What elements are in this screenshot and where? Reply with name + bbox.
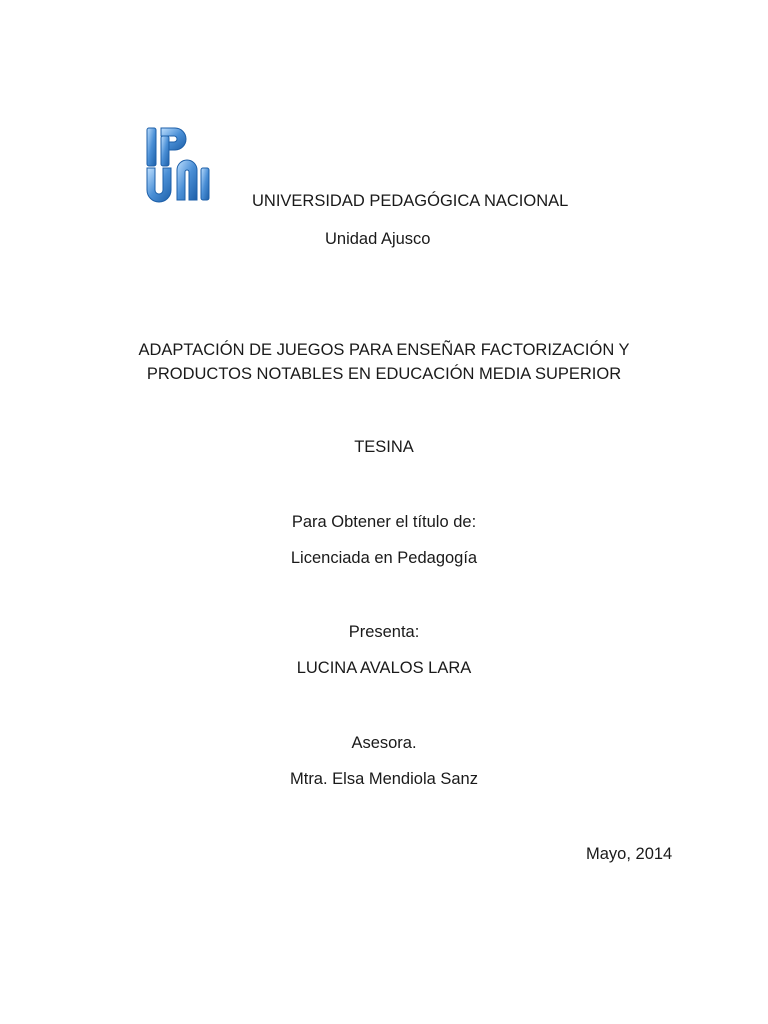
thesis-title-line-1: ADAPTACIÓN DE JUEGOS PARA ENSEÑAR FACTORIZACIÓN Y (138, 341, 630, 359)
university-name: UNIVERSIDAD PEDAGÓGICA NACIONAL (252, 192, 569, 210)
upn-logo-icon (137, 122, 215, 204)
presenter-name: LUCINA AVALOS LARA (296, 659, 472, 677)
presenter-label: Presenta: (348, 623, 420, 641)
advisor-name: Mtra. Elsa Mendiola Sanz (289, 770, 478, 788)
degree-value: Licenciada en Pedagogía (290, 549, 478, 567)
unit-name: Unidad Ajusco (325, 230, 431, 248)
document-type: TESINA (354, 438, 414, 456)
date: Mayo, 2014 (586, 845, 673, 863)
thesis-title-line-2: PRODUCTOS NOTABLES EN EDUCACIÓN MEDIA SUPERIOR (146, 365, 622, 383)
advisor-label: Asesora. (351, 734, 417, 752)
degree-label: Para Obtener el título de: (291, 513, 477, 531)
